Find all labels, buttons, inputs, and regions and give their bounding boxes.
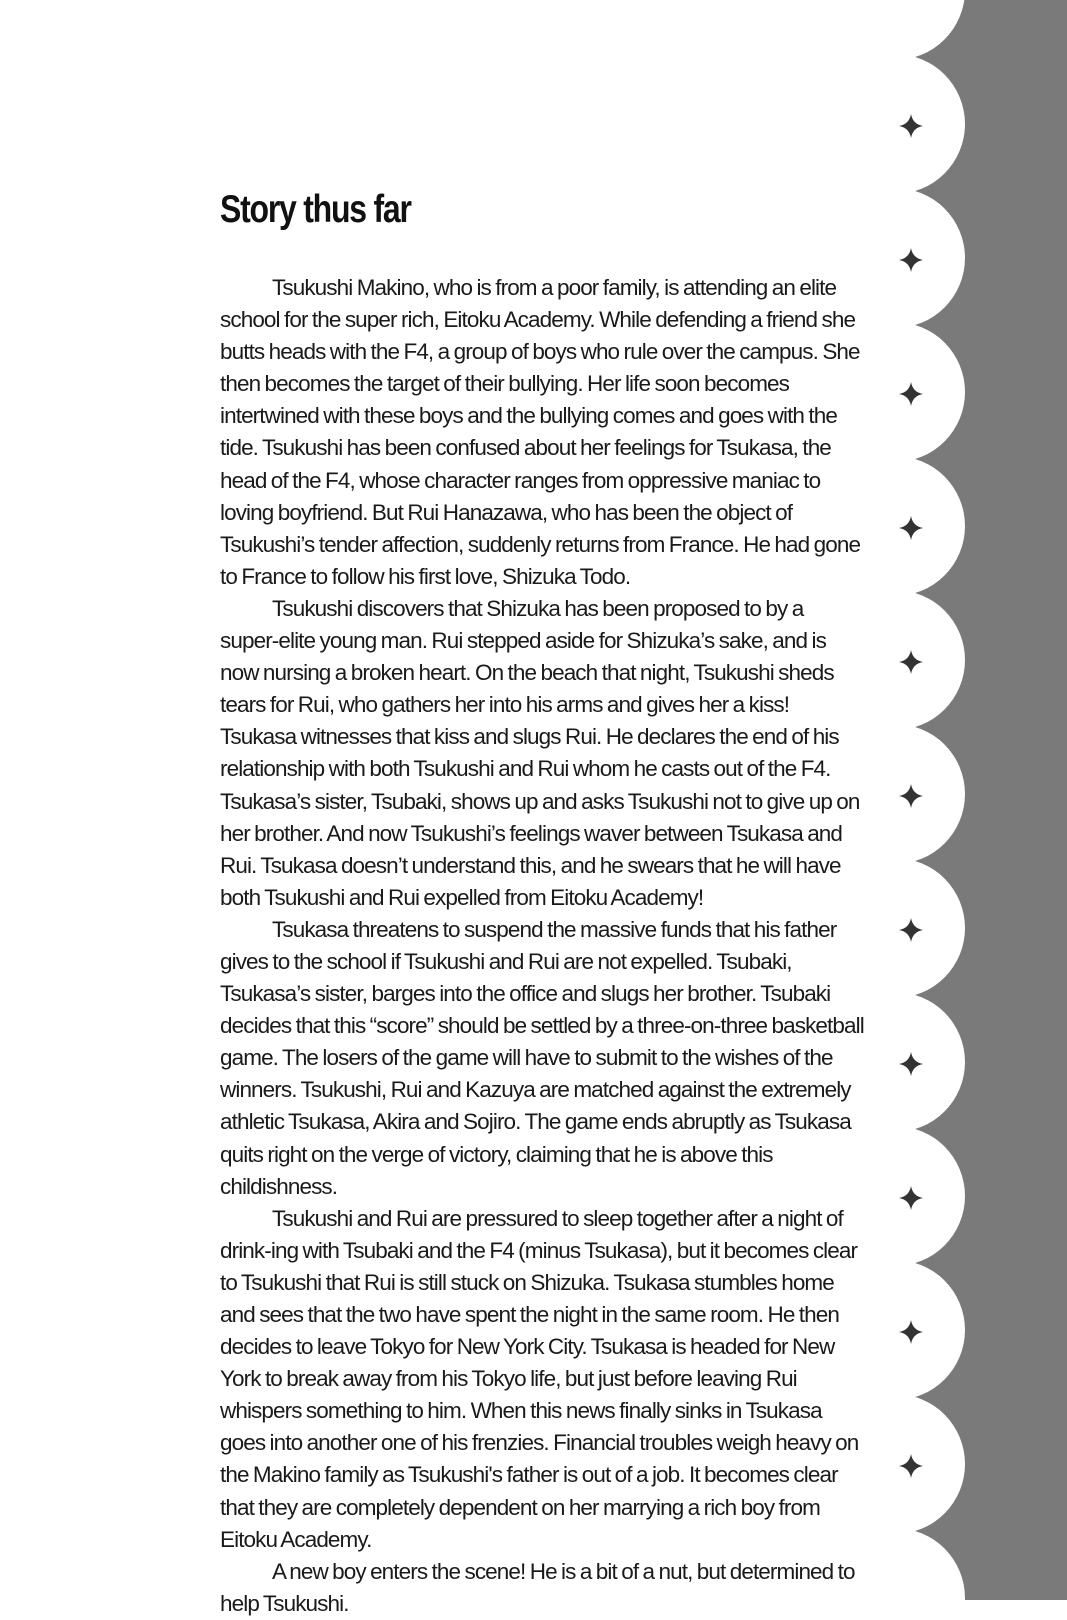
decorative-side-band bbox=[897, 0, 1067, 1600]
story-text bbox=[220, 272, 865, 1620]
story-paragraph: Tsukasa threatens to suspend the massive funds that his father gives to the school if Tsukushi and Rui are not expelled. Tsubaki, Tsukasa’s sister, barges into the office and slugs her brother. Tsubaki decides that this “score” should be settled by a three-on-three basketball game. The losers of the game will have to submit to the wishes of the winners. Tsukushi, Rui and Kazuya are matched against the extremely athletic Tsukasa, Akira and Sojiro. The game ends abruptly as Tsukasa quits right on the verge of victory, claiming that he is above this childishness. bbox=[220, 916, 864, 1199]
story-paragraph: Tsukushi discovers that Shizuka has been proposed to by a super-elite young man. Rui stepped aside for Shizuka’s sake, and is now nursing a broken heart. On the beach that night, Tsukushi sheds tears for Rui, who gathers her into his arms and gives her a kiss! Tsukasa witnesses that kiss and slugs Rui. He declares the end of his relationship with both Tsukushi and Rui whom he casts out of the F4. Tsukasa’s sister, Tsubaki, shows up and asks Tsukushi not to give up on her brother. And now Tsukushi’s feelings waver between Tsukasa and Rui. Tsukasa doesn’t understand this, and he swears that he will have both Tsukushi and Rui expelled from Eitoku Academy! bbox=[220, 595, 860, 910]
story-paragraph: Tsukushi Makino, who is from a poor family, is attending an elite school for the super rich, Eitoku Academy. While defending a friend she butts heads with the F4, a group of boys who rule over the campus. She then becomes the target of their bullying. Her life soon becomes intertwined with these boys and the bullying comes and goes with the tide. Tsukushi has been confused about her feelings for Tsukasa, the head of the F4, whose character ranges from oppressive maniac to loving boyfriend. But Rui Hanazawa, who has been the object of Tsukushi’s tender affection, suddenly returns from France. He had gone to France to follow his first love, Shizuka Todo. bbox=[220, 275, 861, 589]
story-paragraph: Tsukushi and Rui are pressured to sleep together after a night of drink-ing with Tsubaki and the F4 (minus Tsukasa), but it becomes clear to Tsukushi that Rui is still stuck on Shizuka. Tsukasa stumbles home and sees that the two have spent the night in the same room. He then decides to leave Tokyo for New York City. Tsukasa is headed for New York to break away from his Tokyo life, but just before leaving Rui whispers something to him. When this news finally sinks in Tsukasa goes into another one of his frenzies. Financial troubles weigh heavy on the Makino family as Tsukushi's father is out of a job. It becomes clear that they are completely dependent on her marrying a rich boy from Eitoku Academy. bbox=[220, 1205, 859, 1552]
page-title: Story thus far bbox=[220, 188, 411, 231]
story-paragraph: A new boy enters the scene! He is a bit of a nut, but determined to help Tsukushi. bbox=[220, 1558, 855, 1616]
